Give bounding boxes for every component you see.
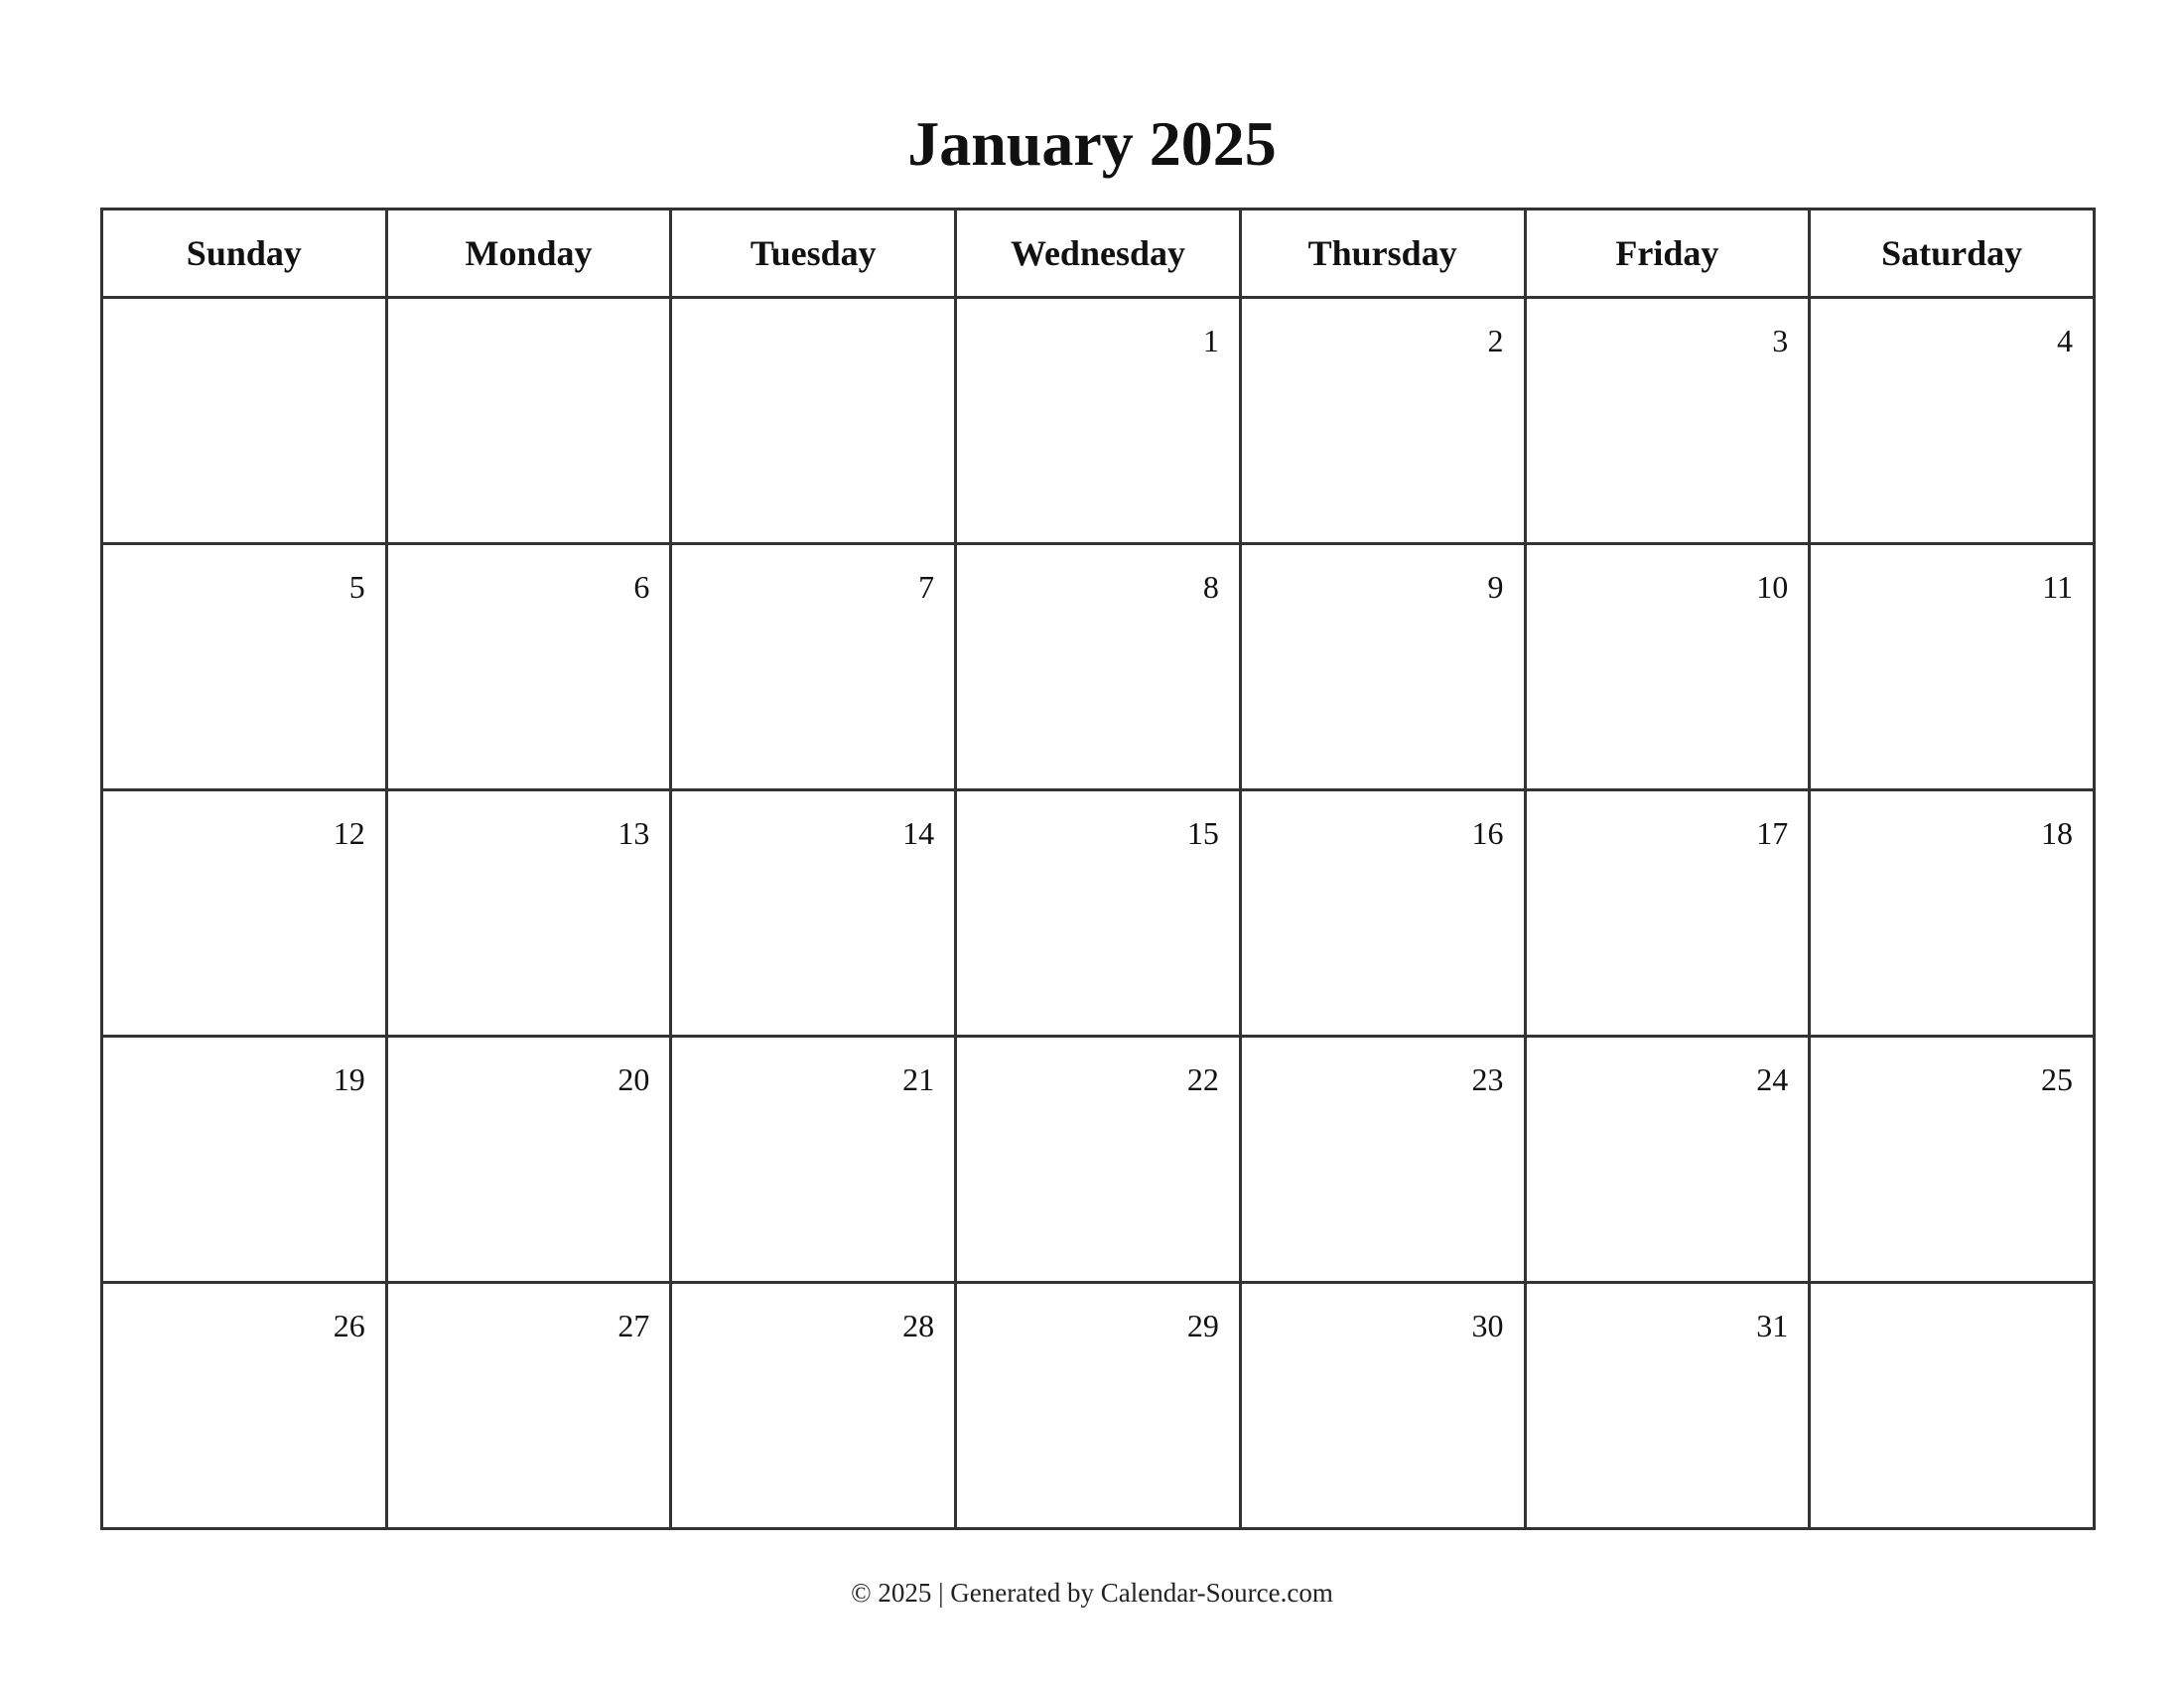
day-cell: 26	[102, 1283, 387, 1529]
day-cell: 27	[386, 1283, 671, 1529]
day-cell: 15	[956, 790, 1241, 1037]
day-cell: 22	[956, 1037, 1241, 1283]
week-row	[102, 298, 2095, 544]
weekday-header: Wednesday	[956, 210, 1241, 298]
day-cell: 17	[1525, 790, 1810, 1037]
day-cell: 30	[1240, 1283, 1525, 1529]
day-cell: 2	[1240, 298, 1525, 544]
day-cell: 19	[102, 1037, 387, 1283]
day-cell: 6	[386, 544, 671, 790]
week-row	[102, 544, 2095, 790]
day-cell: 4	[1810, 298, 2095, 544]
day-cell: 28	[671, 1283, 956, 1529]
day-cell: 21	[671, 1037, 956, 1283]
day-cell: 24	[1525, 1037, 1810, 1283]
calendar-grid	[100, 208, 2096, 1530]
week-row	[102, 1283, 2095, 1529]
day-cell: 3	[1525, 298, 1810, 544]
day-cell: 29	[956, 1283, 1241, 1529]
day-cell: 20	[386, 1037, 671, 1283]
day-cell: 13	[386, 790, 671, 1037]
footer-credit: © 2025 | Generated by Calendar-Source.com	[851, 1578, 1333, 1608]
day-cell: 1	[956, 298, 1241, 544]
day-cell: 10	[1525, 544, 1810, 790]
day-cell: 12	[102, 790, 387, 1037]
day-cell: 9	[1240, 544, 1525, 790]
weekday-header: Sunday	[102, 210, 387, 298]
day-cell	[671, 298, 956, 544]
day-cell: 5	[102, 544, 387, 790]
day-cell	[1810, 1283, 2095, 1529]
day-cell: 14	[671, 790, 956, 1037]
day-cell: 16	[1240, 790, 1525, 1037]
week-row	[102, 1037, 2095, 1283]
weekday-header: Monday	[386, 210, 671, 298]
day-cell: 23	[1240, 1037, 1525, 1283]
weekday-header-row	[102, 210, 2095, 298]
day-cell: 18	[1810, 790, 2095, 1037]
day-cell	[386, 298, 671, 544]
day-cell: 11	[1810, 544, 2095, 790]
weekday-header: Saturday	[1810, 210, 2095, 298]
day-cell: 7	[671, 544, 956, 790]
day-cell	[102, 298, 387, 544]
day-cell: 8	[956, 544, 1241, 790]
week-row	[102, 790, 2095, 1037]
day-cell: 31	[1525, 1283, 1810, 1529]
page-title: January 2025	[907, 108, 1277, 179]
day-cell: 25	[1810, 1037, 2095, 1283]
weekday-header: Thursday	[1240, 210, 1525, 298]
weekday-header: Tuesday	[671, 210, 956, 298]
weekday-header: Friday	[1525, 210, 1810, 298]
